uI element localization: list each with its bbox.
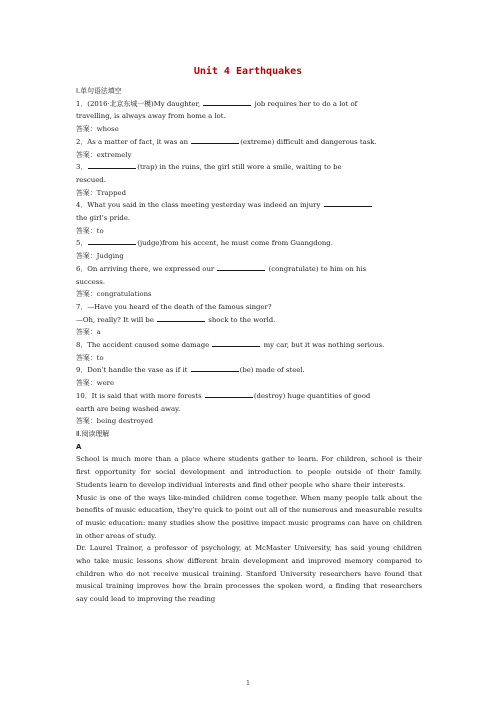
question-item — [76, 339, 422, 352]
section-heading-grammar: Ⅰ.单句语法填空 — [76, 87, 122, 95]
passage-paragraph: Music is one of the ways like-minded children come together. When many people talk about the benefits of music education, they’re quick to point out all of the numerous and measurable results of music education: many studies show the positive impact music programs can have on children in other areas of study. — [76, 493, 422, 540]
question-text: —Oh, really? It will be — [76, 315, 157, 324]
answer-text: 答案：whose — [76, 125, 119, 134]
question-continuation: success. — [76, 277, 106, 286]
answer-blank[interactable] — [205, 391, 253, 398]
answer-blank[interactable] — [191, 365, 239, 372]
answer-text: 答案：were — [76, 379, 115, 388]
answer-blank[interactable] — [203, 99, 251, 106]
question-text-after-blank: (judge)from his accent, he must come from Guangdong. — [137, 239, 333, 248]
question-item — [76, 199, 422, 212]
question-text-after-blank: (extreme) difficult and dangerous task. — [240, 137, 377, 146]
question-item — [76, 237, 422, 250]
answer-blank[interactable] — [212, 340, 260, 347]
question-item — [76, 161, 422, 174]
question-text-after-blank: my car, but it was nothing serious. — [261, 341, 385, 350]
question-text: 5． — [76, 239, 88, 248]
question-text: 8．The accident caused some damage — [76, 341, 212, 350]
question-text: 3． — [76, 163, 88, 172]
question-continuation: rescued. — [76, 175, 106, 184]
answer-blank[interactable] — [217, 264, 265, 271]
answer-blank[interactable] — [88, 238, 136, 245]
answer-text: 答案：extremely — [76, 150, 132, 159]
question-text: 7．—Have you heard of the death of the famous singer? — [76, 302, 272, 311]
answer-text: 答案：Trapped — [76, 188, 126, 197]
question-item — [76, 301, 422, 314]
answer-text: 答案：to — [76, 353, 104, 362]
question-text-after-blank: (destroy) huge quantities of good — [253, 391, 371, 400]
question-text: 1．(2016·北京东城一模)My daughter, — [76, 99, 203, 108]
question-text-after-blank: job requires her to do a lot of — [252, 99, 358, 108]
passage-text — [76, 453, 422, 605]
question-text: 6．On arriving there, we expressed our — [76, 264, 217, 273]
question-item — [76, 98, 422, 111]
question-continuation: earth are being washed away. — [76, 404, 181, 413]
question-text-after-blank: (be) made of steel. — [239, 366, 305, 375]
question-item — [76, 364, 422, 377]
answer-blank[interactable] — [324, 200, 372, 207]
page-title: Unit 4 Earthquakes — [193, 66, 303, 77]
question-text: 4．What you said in the class meeting yesterday was indeed an injury — [76, 201, 323, 210]
section-heading-reading: Ⅱ.阅读理解 — [76, 429, 110, 438]
answer-text: 答案：a — [76, 328, 101, 337]
answer-text: 答案：congratulations — [76, 290, 152, 299]
question-continuation: travelling, is always away from home a lot. — [76, 112, 226, 121]
answer-text: 答案：to — [76, 226, 104, 235]
answer-blank[interactable] — [157, 315, 205, 322]
answer-blank[interactable] — [191, 137, 239, 144]
question-list — [76, 98, 422, 428]
question-text: 10．It is said that with more forests — [76, 391, 204, 400]
question-text-after-blank: shock to the world. — [206, 315, 276, 324]
document-body — [76, 85, 422, 606]
question-item — [76, 136, 422, 149]
question-text: 2．As a matter of fact, it was an — [76, 137, 191, 146]
question-text: 9．Don’t handle the vase as if it — [76, 366, 190, 375]
question-text-after-blank: (congratulate) to him on his — [266, 264, 367, 273]
question-text-after-blank: (trap) in the ruins, the girl still wore a smile, waiting to be — [137, 163, 342, 172]
passage-paragraph: Dr. Laurel Trainor, a professor of psychology, at McMaster University, has said young children who take music lessons show different brain development and improved memory compared to children who do not receive musical training. Stanford University researchers have found that musical training improves how the brain processes the spoken word, a finding that researchers say could lead to improving the reading — [76, 544, 422, 604]
passage-paragraph: School is much more than a place where students gather to learn. For children, school is their first opportunity for social development and introduction to people outside of their family. Students learn to develop individual interests and find other people who share their interests. — [76, 455, 422, 489]
answer-text: 答案：being destroyed — [76, 417, 154, 426]
question-item — [76, 263, 422, 276]
passage-label: A — [76, 442, 82, 451]
question-continuation: the girl’s pride. — [76, 214, 131, 223]
answer-blank[interactable] — [88, 162, 136, 169]
question-item — [76, 390, 422, 403]
page-number: 1 — [246, 680, 250, 687]
question-item — [76, 314, 422, 327]
answer-text: 答案：Judging — [76, 252, 124, 261]
